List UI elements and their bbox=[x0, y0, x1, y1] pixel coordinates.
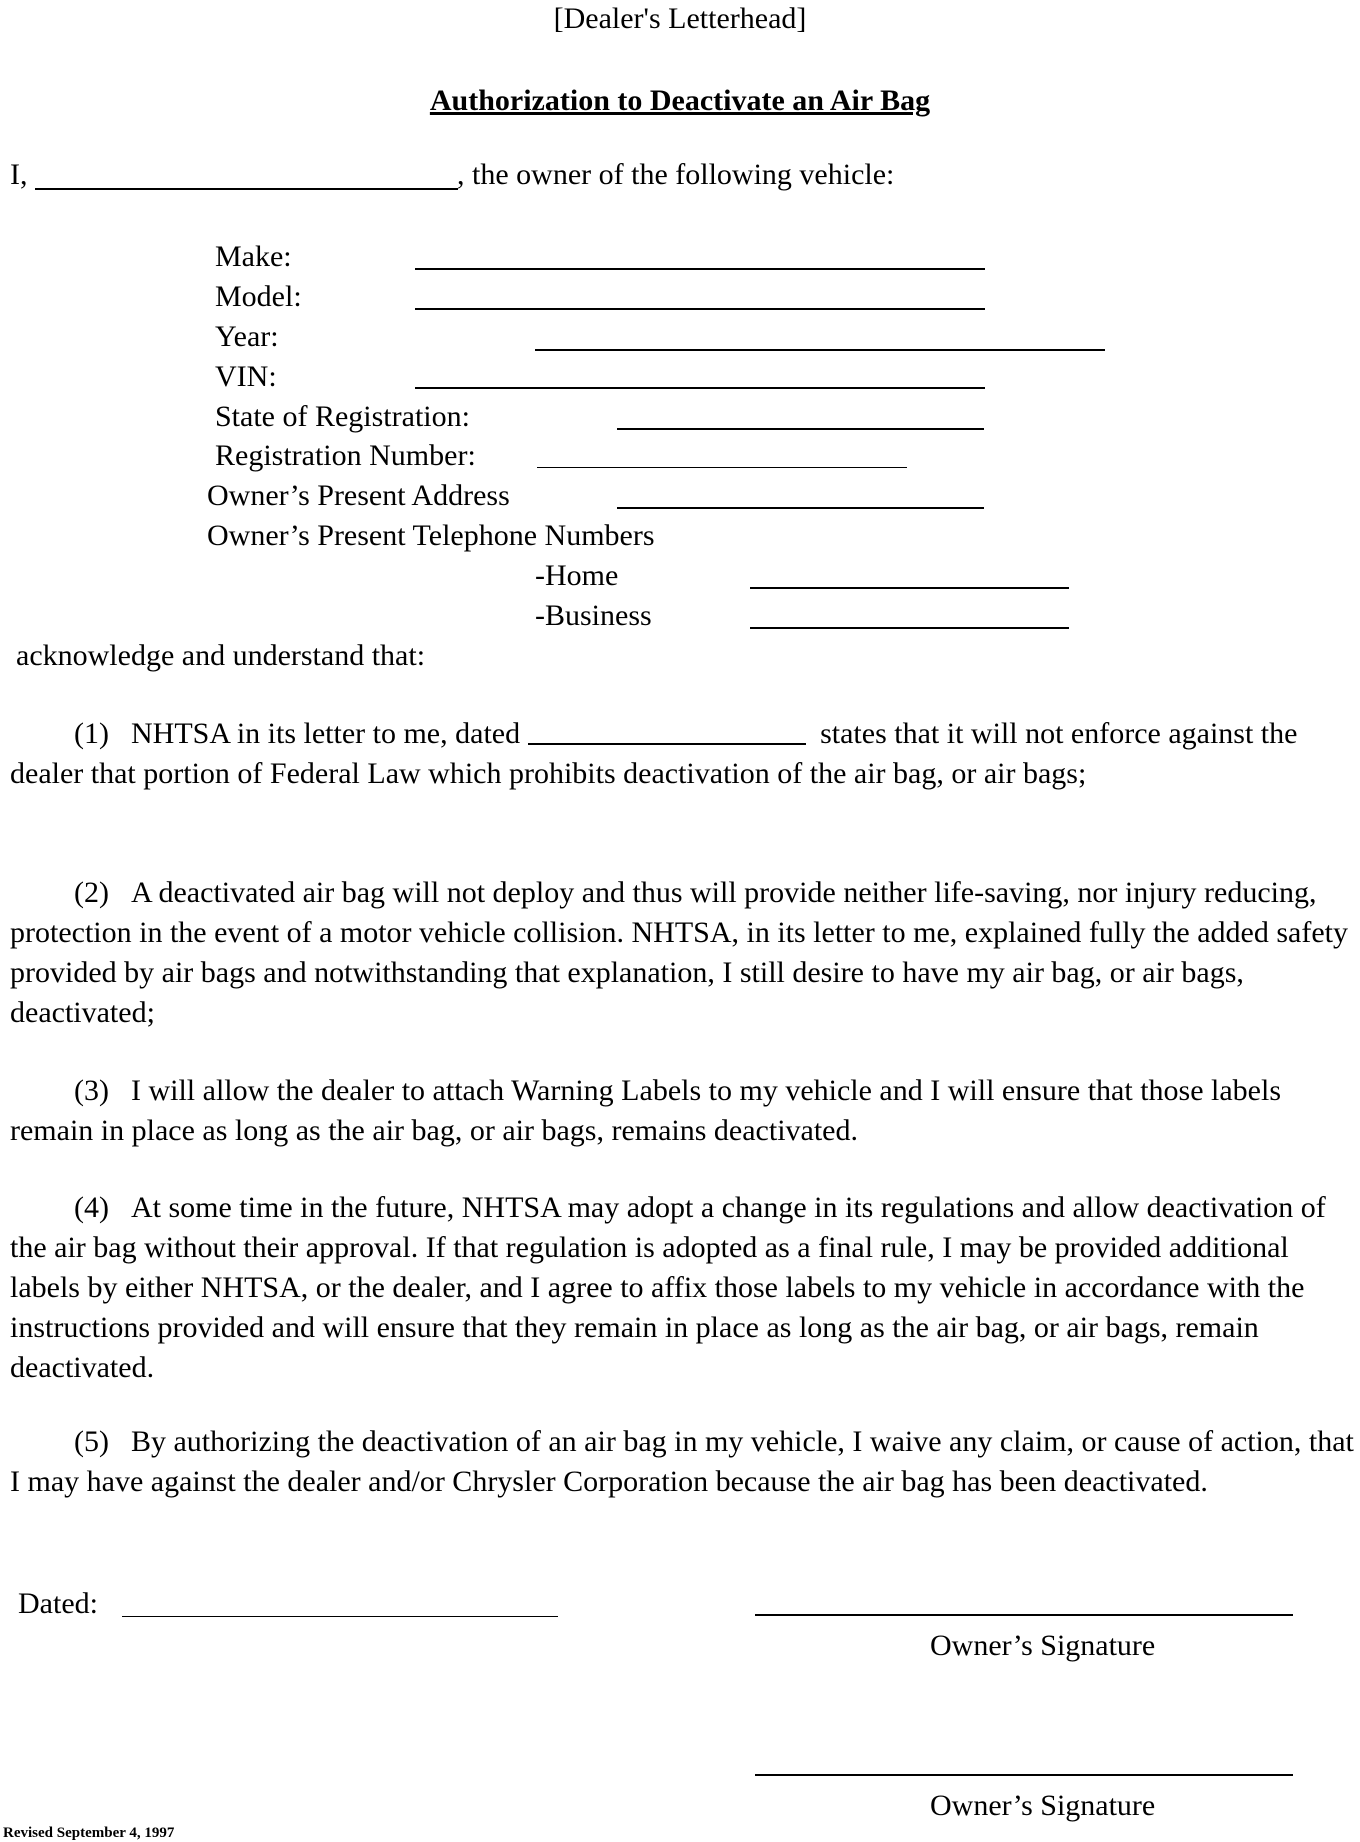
reg-number-field[interactable] bbox=[537, 467, 907, 468]
clause-text: I will allow the dealer to attach Warning Labels to my vehicle and I will ensure that those labels remain in place as long as the air bag, or air bags, remains deactivated. bbox=[10, 1074, 1281, 1147]
clause-text: states that it will not enforce against the dealer that portion of Federal Law which prohibits deactivation of the air bag, or air bags; bbox=[10, 717, 1298, 790]
owner-signature-line-1[interactable] bbox=[755, 1614, 1293, 1616]
owner-signature-label-2: Owner’s Signature bbox=[930, 1789, 1156, 1822]
owner-name-field[interactable] bbox=[35, 188, 458, 190]
home-label: -Home bbox=[535, 559, 619, 592]
vin-label: VIN: bbox=[215, 360, 277, 393]
home-phone-field[interactable] bbox=[750, 587, 1069, 589]
clause-4 bbox=[10, 1188, 1355, 1388]
state-field[interactable] bbox=[617, 428, 984, 430]
revised-date: Revised September 4, 1997 bbox=[3, 1825, 175, 1841]
owner-suffix: , the owner of the following vehicle: bbox=[457, 158, 895, 191]
dated-label: Dated: bbox=[18, 1587, 98, 1620]
owner-prefix: I, bbox=[10, 158, 28, 191]
document-title: Authorization to Deactivate an Air Bag bbox=[429, 84, 931, 117]
address-label: Owner’s Present Address bbox=[207, 479, 510, 512]
make-label: Make: bbox=[215, 240, 292, 273]
business-phone-field[interactable] bbox=[750, 627, 1069, 629]
clause-number: (3) bbox=[74, 1074, 109, 1107]
vin-field[interactable] bbox=[415, 387, 985, 389]
acknowledge-text: acknowledge and understand that: bbox=[16, 639, 426, 672]
clause-2 bbox=[10, 873, 1355, 1033]
phones-label: Owner’s Present Telephone Numbers bbox=[207, 519, 655, 552]
clause-text: By authorizing the deactivation of an air bag in my vehicle, I waive any claim, or cause of action, that I may have against the dealer and/or Chrysler Corporation because the air bag has been deactivated. bbox=[10, 1425, 1354, 1498]
business-label: -Business bbox=[535, 599, 652, 632]
model-field[interactable] bbox=[415, 308, 985, 310]
reg-number-label: Registration Number: bbox=[215, 439, 476, 472]
clause-text: At some time in the future, NHTSA may adopt a change in its regulations and allow deactivation of the air bag without their approval. If that regulation is adopted as a final rule, I may be provided additional labels by either NHTSA, or the dealer, and I agree to affix those labels to my vehicle in accordance with the instructions provided and will ensure that they remain in place as long as the air bag, or air bags, remain deactivated. bbox=[10, 1191, 1326, 1384]
clause-1 bbox=[10, 714, 1355, 794]
clause-5 bbox=[10, 1422, 1355, 1502]
state-label: State of Registration: bbox=[215, 400, 470, 433]
owner-signature-line-2[interactable] bbox=[755, 1774, 1293, 1776]
owner-signature-label-1: Owner’s Signature bbox=[930, 1629, 1156, 1662]
year-label: Year: bbox=[215, 320, 279, 353]
dated-field[interactable] bbox=[122, 1616, 558, 1617]
clause-text: NHTSA in its letter to me, dated bbox=[130, 717, 521, 750]
model-label: Model: bbox=[215, 280, 302, 313]
clause-number: (5) bbox=[74, 1425, 109, 1458]
clause-number: (1) bbox=[74, 717, 109, 750]
clause-number: (2) bbox=[74, 876, 109, 909]
clause-text: A deactivated air bag will not deploy and thus will provide neither life-saving, nor injury reducing, protection in the event of a motor vehicle collision. NHTSA, in its letter to me, explained fully the added safety provided by air bags and notwithstanding that explanation, I still desire to have my air bag, or air bags, deactivated; bbox=[10, 876, 1348, 1029]
letterhead: [Dealer's Letterhead] bbox=[553, 2, 807, 35]
address-field[interactable] bbox=[617, 507, 984, 509]
clause-3 bbox=[10, 1071, 1355, 1151]
clause-number: (4) bbox=[74, 1191, 109, 1224]
make-field[interactable] bbox=[415, 268, 985, 270]
letter-date-field[interactable] bbox=[528, 742, 806, 745]
year-field[interactable] bbox=[535, 349, 1105, 351]
